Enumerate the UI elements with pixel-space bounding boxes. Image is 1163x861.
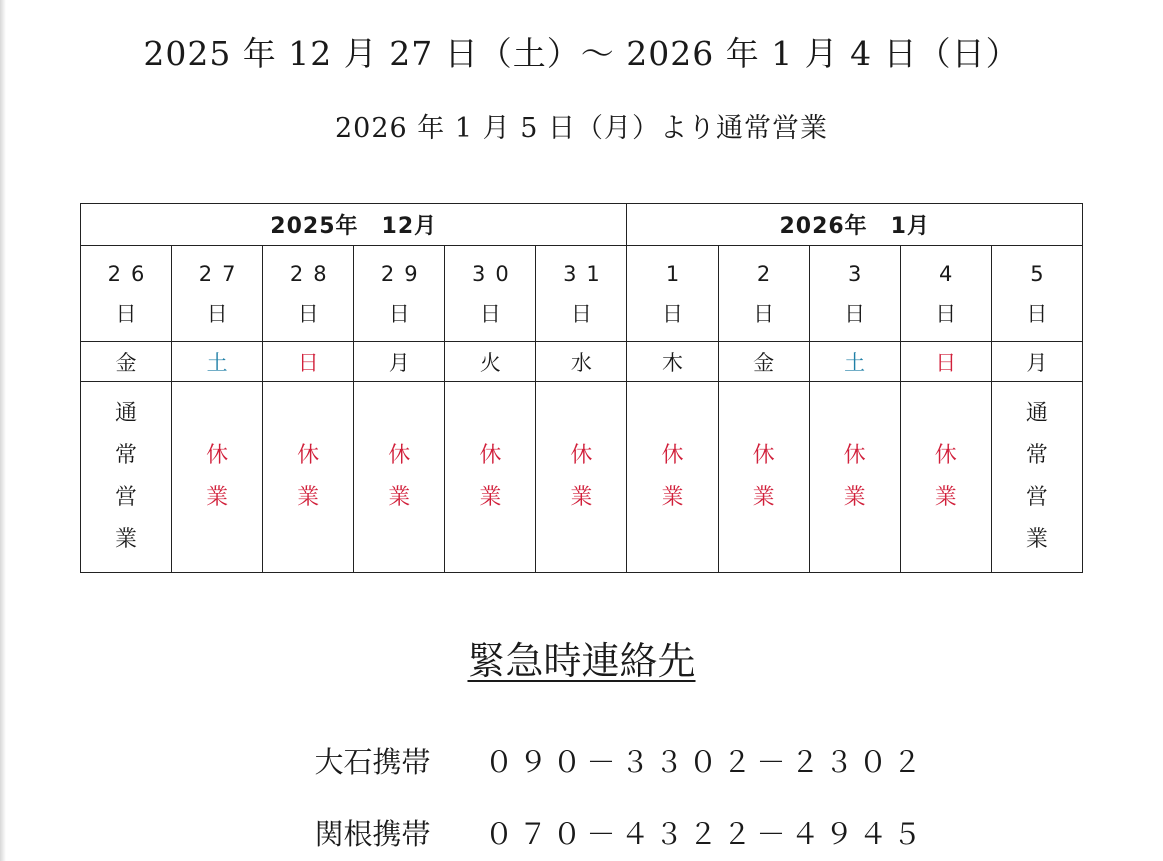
day-of-week-cell: 日 xyxy=(900,342,991,382)
contact-label: 大石携帯 xyxy=(314,745,431,779)
date-number: 3 xyxy=(847,261,872,286)
status-cell xyxy=(263,382,354,573)
month-header-jan-2026: 2026年 1月 xyxy=(627,204,1083,246)
day-of-week-row xyxy=(81,342,1083,382)
day-of-week-cell: 土 xyxy=(172,342,263,382)
date-cell xyxy=(172,246,263,342)
status-cell xyxy=(536,382,627,573)
date-cell xyxy=(354,246,445,342)
open-label: 通常営業 xyxy=(1025,401,1048,552)
day-of-week-cell: 水 xyxy=(536,342,627,382)
date-unit: 日 xyxy=(570,301,592,326)
status-cell xyxy=(445,382,536,573)
emergency-contact-heading-text: 緊急時連絡先 xyxy=(467,639,696,683)
date-number: 28 xyxy=(289,261,337,286)
status-cell xyxy=(900,382,991,573)
date-number: 4 xyxy=(939,261,963,286)
status-cell xyxy=(991,382,1082,573)
business-status-row xyxy=(81,382,1083,573)
date-unit: 日 xyxy=(935,301,957,326)
closed-label: 休業 xyxy=(934,443,957,510)
contact-label: 関根携帯 xyxy=(314,817,431,851)
date-cell xyxy=(991,246,1082,342)
date-cell xyxy=(900,246,991,342)
closure-period-title: 2025 年 12 月 27 日（土）～ 2026 年 1 月 4 日（日） xyxy=(143,34,1020,73)
closed-label: 休業 xyxy=(206,443,229,510)
date-row xyxy=(81,246,1083,342)
date-unit: 日 xyxy=(297,301,319,326)
closed-label: 休業 xyxy=(388,443,411,510)
day-of-week-cell: 月 xyxy=(991,342,1082,382)
date-unit: 日 xyxy=(479,301,501,326)
date-number: 31 xyxy=(563,261,610,286)
day-of-week-cell: 火 xyxy=(445,342,536,382)
date-cell xyxy=(81,246,172,342)
date-number: 30 xyxy=(471,261,519,286)
status-cell xyxy=(809,382,900,573)
day-of-week-cell: 日 xyxy=(263,342,354,382)
contact-row-sekine xyxy=(296,778,926,853)
date-number: 1 xyxy=(665,261,690,286)
date-unit: 日 xyxy=(206,301,228,326)
month-header-row xyxy=(81,204,1083,246)
resume-notice: 2026 年 1 月 5 日（月）より通常営業 xyxy=(335,113,828,144)
closed-label: 休業 xyxy=(661,443,684,510)
closed-label: 休業 xyxy=(297,443,320,510)
day-of-week-cell: 木 xyxy=(627,342,718,382)
status-cell xyxy=(354,382,445,573)
contact-phone: ０９０－３３０２－２３０２ xyxy=(484,745,927,779)
date-unit: 日 xyxy=(1026,301,1048,326)
date-cell xyxy=(536,246,627,342)
day-of-week-cell: 金 xyxy=(81,342,172,382)
status-cell xyxy=(718,382,809,573)
day-of-week-cell: 金 xyxy=(718,342,809,382)
date-unit: 日 xyxy=(115,301,137,326)
contact-phone: ０７０－４３２２－４９４５ xyxy=(484,817,927,851)
date-number: 26 xyxy=(107,261,155,286)
emergency-contact-heading xyxy=(0,630,1163,685)
holiday-calendar-table xyxy=(80,203,1083,573)
date-unit: 日 xyxy=(753,301,775,326)
status-cell xyxy=(627,382,718,573)
date-cell xyxy=(809,246,900,342)
date-unit: 日 xyxy=(662,301,683,326)
date-cell xyxy=(718,246,809,342)
date-cell xyxy=(263,246,354,342)
date-number: 29 xyxy=(380,261,428,286)
day-of-week-cell: 月 xyxy=(354,342,445,382)
closed-label: 休業 xyxy=(479,443,502,510)
closed-label: 休業 xyxy=(843,443,866,510)
closed-label: 休業 xyxy=(752,443,775,510)
date-number: 27 xyxy=(198,261,246,286)
date-number: 5 xyxy=(1030,261,1054,286)
date-number: 2 xyxy=(756,261,781,286)
day-of-week-cell: 土 xyxy=(809,342,900,382)
date-unit: 日 xyxy=(844,301,866,326)
contact-row-oishi xyxy=(296,706,926,781)
status-cell xyxy=(172,382,263,573)
status-cell xyxy=(81,382,172,573)
date-cell xyxy=(627,246,718,342)
open-label: 通常営業 xyxy=(115,401,138,552)
date-unit: 日 xyxy=(388,301,410,326)
date-cell xyxy=(445,246,536,342)
closed-label: 休業 xyxy=(570,443,593,510)
month-header-dec-2025: 2025年 12月 xyxy=(81,204,627,246)
